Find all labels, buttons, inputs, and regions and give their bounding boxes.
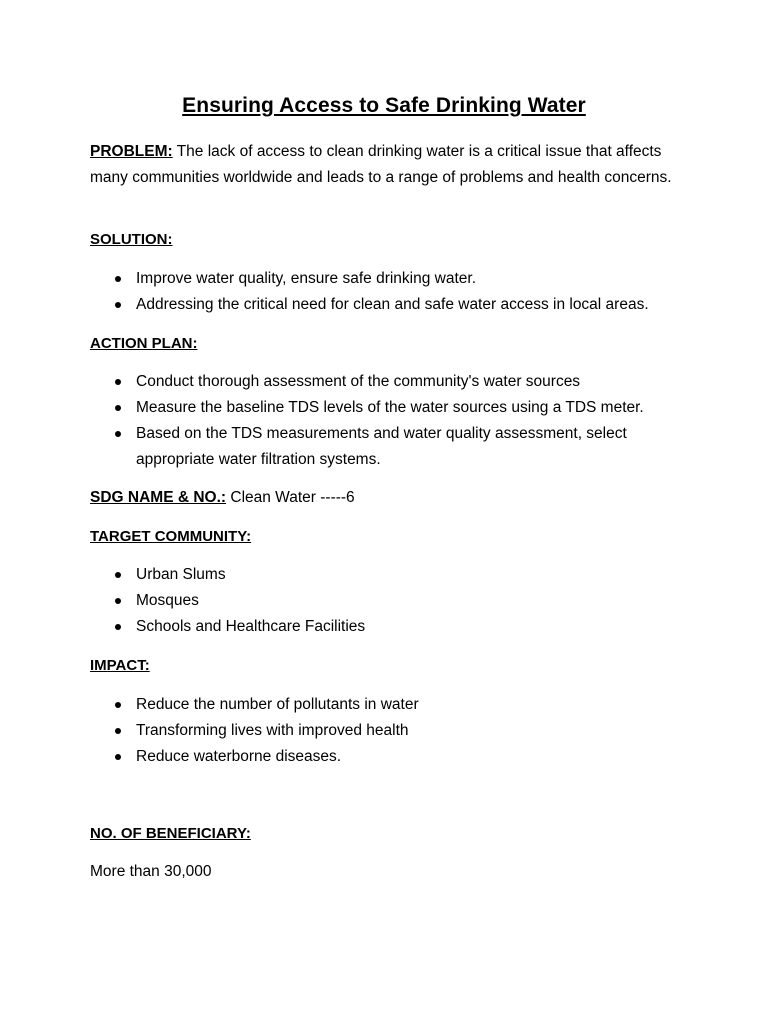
beneficiary-value: More than 30,000 xyxy=(90,863,212,880)
list-item: Improve water quality, ensure safe drinking water. xyxy=(90,266,690,292)
list-item: Reduce waterborne diseases. xyxy=(90,744,690,770)
problem-text: The lack of access to clean drinking water is a critical issue that affects many communities worldwide and leads to a range of problems and health concerns. xyxy=(90,143,672,186)
solution-list xyxy=(90,266,690,318)
list-item: Addressing the critical need for clean and safe water access in local areas. xyxy=(90,292,690,318)
list-item: Schools and Healthcare Facilities xyxy=(90,614,690,640)
problem-label: PROBLEM: xyxy=(90,143,173,160)
list-item: Urban Slums xyxy=(90,562,690,588)
action-plan-list xyxy=(90,369,690,473)
sdg-value: Clean Water -----6 xyxy=(226,489,355,506)
list-item: Transforming lives with improved health xyxy=(90,718,690,744)
sdg-line xyxy=(90,489,355,507)
beneficiary-heading: NO. OF BENEFICIARY: xyxy=(90,825,251,842)
impact-heading: IMPACT: xyxy=(90,657,150,674)
list-item: Reduce the number of pollutants in water xyxy=(90,692,690,718)
target-community-list xyxy=(90,562,690,640)
impact-list xyxy=(90,692,690,770)
sdg-label: SDG NAME & NO.: xyxy=(90,489,227,506)
action-plan-heading: ACTION PLAN: xyxy=(90,335,198,352)
problem-paragraph xyxy=(90,139,690,190)
list-item: Conduct thorough assessment of the community's water sources xyxy=(90,369,690,395)
list-item: Based on the TDS measurements and water quality assessment, select appropriate water filtration systems. xyxy=(90,421,690,473)
document-title: Ensuring Access to Safe Drinking Water xyxy=(182,94,586,117)
target-community-heading: TARGET COMMUNITY: xyxy=(90,528,252,545)
list-item: Mosques xyxy=(90,588,690,614)
solution-heading: SOLUTION: xyxy=(90,231,173,248)
list-item: Measure the baseline TDS levels of the water sources using a TDS meter. xyxy=(90,395,690,421)
